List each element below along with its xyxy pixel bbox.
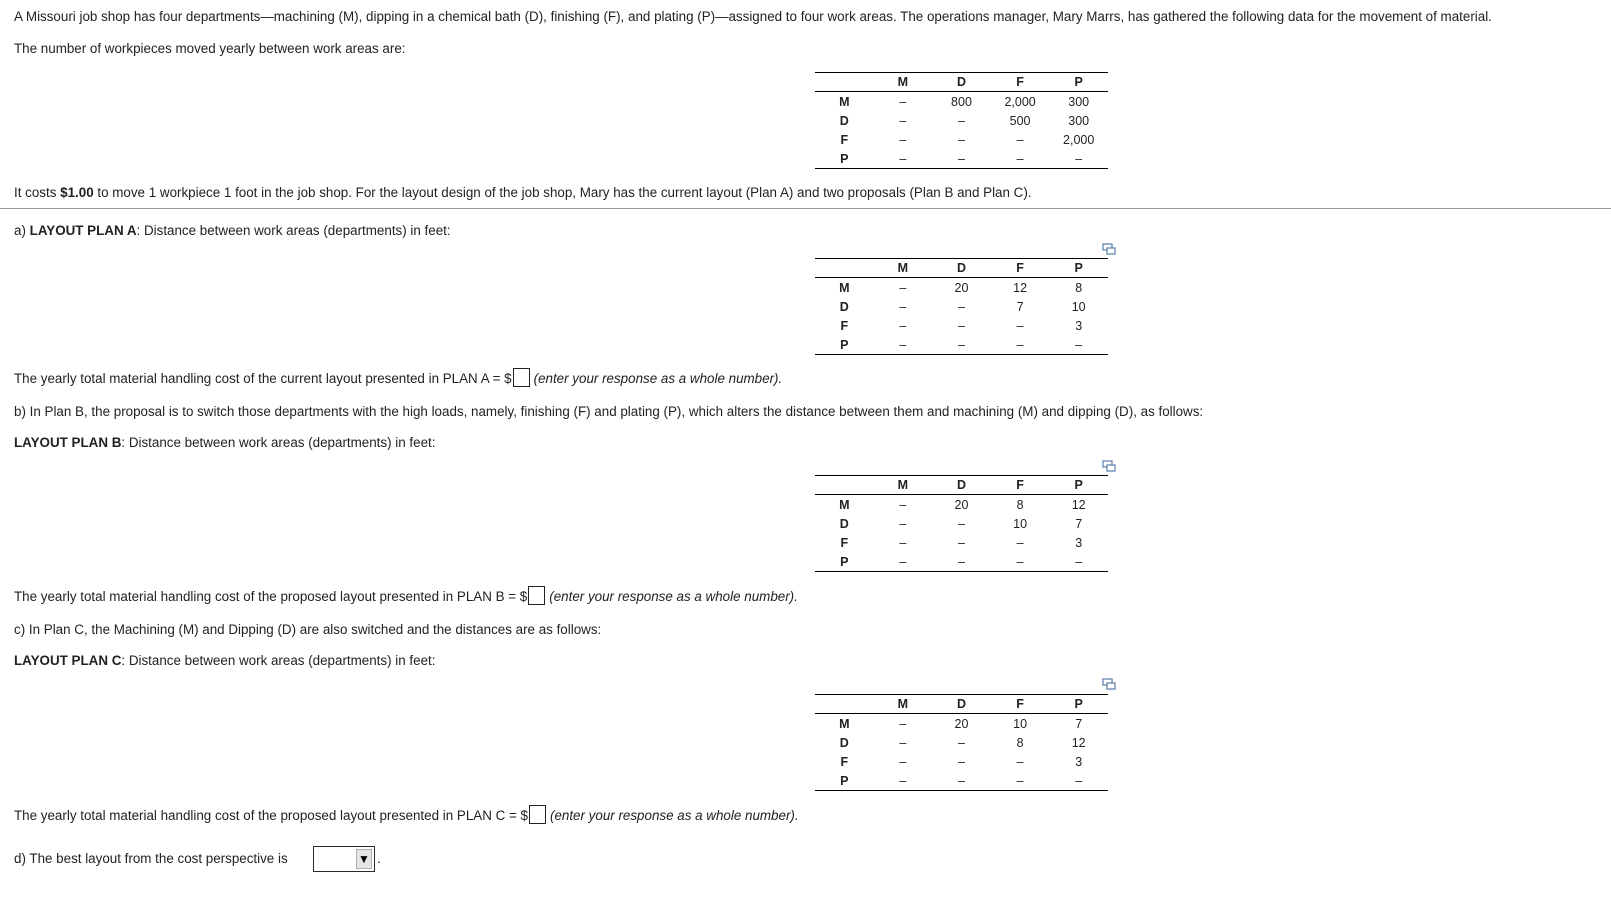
cost-text-post: to move 1 workpiece 1 foot in the job shop. For the layout design of the job shop, Mary has the current layout (Plan A) and two proposals (Plan B and Plan C). bbox=[93, 185, 1032, 200]
col-header: P bbox=[1074, 261, 1083, 275]
plan-a-answer-label: The yearly total material handling cost of the current layout presented in PLAN A = $ bbox=[14, 371, 512, 387]
table-cell: 2,000 bbox=[1004, 94, 1036, 109]
table-row bbox=[815, 514, 1108, 533]
table-cell: – bbox=[1075, 773, 1083, 788]
table-cell: – bbox=[899, 132, 907, 147]
row-header: D bbox=[839, 299, 849, 314]
section-divider bbox=[0, 208, 1611, 209]
table-cell: 300 bbox=[1068, 113, 1090, 128]
plan-b-answer-label: The yearly total material handling cost of the proposed layout presented in PLAN B = $ bbox=[14, 589, 528, 605]
copy-icon-graphic bbox=[1102, 460, 1116, 472]
row-header: F bbox=[840, 318, 849, 333]
table-cell: – bbox=[1016, 151, 1024, 166]
table-cell: 3 bbox=[1075, 318, 1083, 333]
table-header-row bbox=[815, 259, 1108, 278]
col-header: M bbox=[897, 478, 909, 492]
plan-a-answer-input[interactable] bbox=[513, 368, 530, 387]
table-cell: 2,000 bbox=[1063, 132, 1095, 147]
copy-icon[interactable] bbox=[1102, 243, 1116, 255]
plan-b-desc: : Distance between work areas (departments) in feet: bbox=[121, 435, 436, 450]
table-row bbox=[815, 92, 1108, 112]
table-row bbox=[815, 552, 1108, 572]
table-header-row bbox=[815, 73, 1108, 92]
col-header: F bbox=[1016, 75, 1024, 89]
table-cell: 12 bbox=[1071, 497, 1086, 512]
table-cell: 12 bbox=[1071, 735, 1086, 750]
table-header-row bbox=[815, 695, 1108, 714]
col-header: D bbox=[956, 261, 966, 275]
table-cell: 800 bbox=[951, 94, 972, 109]
best-layout-select[interactable] bbox=[313, 846, 375, 872]
copy-icon-graphic bbox=[1102, 678, 1116, 690]
table-cell: 300 bbox=[1068, 94, 1090, 109]
plan-c-answer-label: The yearly total material handling cost of the proposed layout presented in PLAN C = $ bbox=[14, 808, 528, 824]
table-cell: – bbox=[958, 113, 965, 128]
copy-icon-graphic bbox=[1102, 243, 1116, 255]
plan-b-table bbox=[815, 475, 1108, 572]
table-cell: 500 bbox=[1009, 113, 1031, 128]
table-cell: – bbox=[1075, 554, 1083, 569]
table-row bbox=[815, 111, 1108, 130]
plan-c-title: LAYOUT PLAN C bbox=[14, 653, 122, 668]
plan-a-answer-line bbox=[14, 370, 782, 389]
table-cell: – bbox=[1016, 132, 1024, 147]
row-header: F bbox=[840, 132, 849, 147]
table-cell: – bbox=[899, 94, 907, 109]
table-cell: – bbox=[958, 299, 965, 314]
copy-icon[interactable] bbox=[1102, 460, 1116, 472]
plan-b-heading bbox=[14, 435, 435, 450]
col-header: M bbox=[897, 75, 909, 89]
row-header: M bbox=[839, 716, 850, 731]
part-d-label: d) The best layout from the cost perspective is bbox=[14, 851, 288, 866]
col-header: M bbox=[897, 261, 909, 275]
plan-c-intro: c) In Plan C, the Machining (M) and Dipping (D) are also switched and the distances are as follows: bbox=[14, 622, 602, 637]
col-header: F bbox=[1016, 261, 1024, 275]
plan-b-answer-line bbox=[14, 588, 798, 607]
table-cell: 20 bbox=[954, 497, 969, 512]
table-row bbox=[815, 149, 1108, 169]
plan-c-answer-line bbox=[14, 807, 799, 826]
table-row bbox=[815, 495, 1108, 515]
moves-table bbox=[815, 72, 1108, 169]
table-cell: – bbox=[958, 535, 965, 550]
table-cell: – bbox=[899, 113, 907, 128]
table-row bbox=[815, 714, 1108, 734]
col-header: F bbox=[1016, 697, 1024, 711]
row-header: F bbox=[840, 535, 849, 550]
table-cell: – bbox=[899, 337, 907, 352]
plan-c-hint: (enter your response as a whole number). bbox=[549, 808, 799, 824]
col-header: F bbox=[1016, 478, 1024, 492]
table-cell: – bbox=[1075, 337, 1083, 352]
plan-a-hint: (enter your response as a whole number). bbox=[533, 371, 783, 387]
table-cell: – bbox=[1016, 318, 1024, 333]
table-cell: 3 bbox=[1075, 535, 1083, 550]
table-cell: 8 bbox=[1075, 280, 1083, 295]
plan-c-desc: : Distance between work areas (departments) in feet: bbox=[121, 653, 436, 668]
table-row bbox=[815, 771, 1108, 791]
table-cell: – bbox=[1016, 535, 1024, 550]
table-cell: – bbox=[899, 516, 907, 531]
row-header: D bbox=[839, 516, 849, 531]
table-cell: – bbox=[899, 535, 907, 550]
col-header: P bbox=[1074, 478, 1083, 492]
col-header: P bbox=[1074, 75, 1083, 89]
table-cell: – bbox=[899, 554, 907, 569]
table-row bbox=[815, 130, 1108, 149]
table-cell: 8 bbox=[1016, 497, 1024, 512]
cost-text-pre: It costs bbox=[14, 185, 61, 200]
row-header: P bbox=[840, 151, 849, 166]
part-d-period: . bbox=[377, 851, 381, 866]
table-cell: – bbox=[1016, 337, 1024, 352]
table-cell: 3 bbox=[1075, 754, 1083, 769]
table-cell: 8 bbox=[1016, 735, 1024, 750]
table-cell: – bbox=[899, 773, 907, 788]
row-header: F bbox=[840, 754, 849, 769]
table-cell: – bbox=[958, 735, 965, 750]
table-cell: – bbox=[899, 299, 907, 314]
plan-a-desc: : Distance between work areas (departments) in feet: bbox=[136, 223, 451, 238]
cost-text bbox=[14, 185, 1032, 200]
cost-amount: $1.00 bbox=[60, 185, 94, 200]
table-cell: – bbox=[899, 151, 907, 166]
table-cell: – bbox=[958, 554, 965, 569]
table-cell: – bbox=[899, 735, 907, 750]
table-row bbox=[815, 752, 1108, 771]
intro-text: A Missouri job shop has four departments—machining (M), dipping in a chemical bath (D), finishing (F), and plating (P)—assigned to four work areas. The operations manager, Mary Marrs, has gathered the following data for the movement of material. bbox=[14, 9, 1492, 24]
plan-b-hint: (enter your response as a whole number). bbox=[549, 589, 798, 605]
col-header: P bbox=[1074, 697, 1083, 711]
table-cell: – bbox=[1016, 554, 1024, 569]
table-cell: 10 bbox=[1013, 516, 1028, 531]
row-header: P bbox=[840, 337, 849, 352]
plan-a-prefix: a) bbox=[14, 223, 30, 238]
table-cell: 10 bbox=[1071, 299, 1086, 314]
row-header: M bbox=[839, 280, 850, 295]
table-cell: 7 bbox=[1016, 299, 1024, 314]
row-header: M bbox=[839, 94, 850, 109]
plan-a-table bbox=[815, 258, 1108, 355]
moves-label: The number of workpieces moved yearly between work areas are: bbox=[14, 41, 406, 56]
table-header-row bbox=[815, 476, 1108, 495]
plan-b-intro: b) In Plan B, the proposal is to switch those departments with the high loads, namely, finishing (F) and plating (P), which alters the distance between them and machining (M) and dipping (D), as follows: bbox=[14, 404, 1204, 419]
copy-icon[interactable] bbox=[1102, 678, 1116, 690]
table-cell: – bbox=[958, 337, 965, 352]
row-header: D bbox=[839, 113, 849, 128]
table-cell: – bbox=[1016, 773, 1024, 788]
table-cell: – bbox=[958, 318, 965, 333]
table-row bbox=[815, 278, 1108, 298]
row-header: M bbox=[839, 497, 850, 512]
plan-a-title: LAYOUT PLAN A bbox=[29, 223, 137, 238]
plan-a-heading bbox=[14, 223, 451, 238]
table-cell: 12 bbox=[1013, 280, 1028, 295]
table-row bbox=[815, 335, 1108, 355]
table-cell: – bbox=[958, 151, 965, 166]
table-cell: – bbox=[958, 754, 965, 769]
table-cell: – bbox=[1016, 754, 1024, 769]
table-row bbox=[815, 733, 1108, 752]
table-cell: – bbox=[899, 318, 907, 333]
row-header: D bbox=[839, 735, 849, 750]
table-cell: 20 bbox=[954, 716, 969, 731]
table-cell: – bbox=[958, 773, 965, 788]
col-header: D bbox=[956, 697, 966, 711]
table-cell: 20 bbox=[954, 280, 969, 295]
col-header: D bbox=[956, 478, 966, 492]
table-row bbox=[815, 316, 1108, 335]
table-cell: 7 bbox=[1075, 516, 1083, 531]
plan-c-answer-input[interactable] bbox=[529, 805, 546, 824]
table-cell: – bbox=[958, 516, 965, 531]
plan-b-answer-input[interactable] bbox=[528, 586, 545, 605]
table-cell: – bbox=[899, 716, 907, 731]
col-header: D bbox=[956, 75, 966, 89]
table-row bbox=[815, 297, 1108, 316]
col-header: M bbox=[897, 697, 909, 711]
dropdown-arrow-icon[interactable]: ▼ bbox=[356, 849, 372, 869]
table-cell: – bbox=[899, 497, 907, 512]
table-cell: 10 bbox=[1013, 716, 1028, 731]
row-header: P bbox=[840, 554, 849, 569]
table-cell: – bbox=[899, 280, 907, 295]
plan-b-title: LAYOUT PLAN B bbox=[14, 435, 122, 450]
row-header: P bbox=[840, 773, 849, 788]
table-cell: – bbox=[1075, 151, 1083, 166]
plan-c-heading bbox=[14, 653, 435, 668]
table-row bbox=[815, 533, 1108, 552]
table-cell: 7 bbox=[1075, 716, 1083, 731]
table-cell: – bbox=[899, 754, 907, 769]
table-cell: – bbox=[958, 132, 965, 147]
plan-c-table bbox=[815, 694, 1108, 791]
